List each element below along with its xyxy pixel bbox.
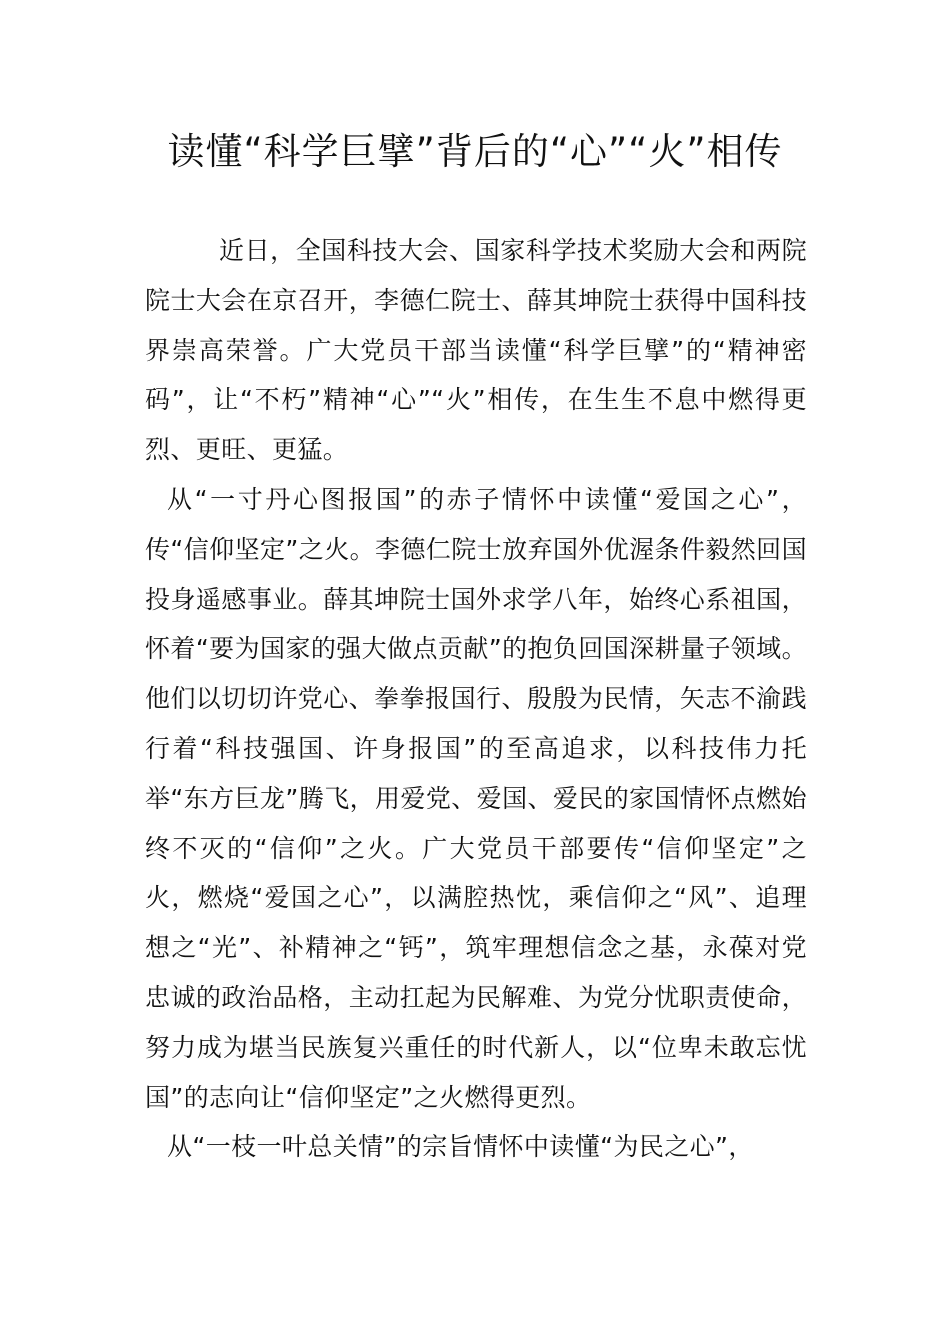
document-title: 读懂“科学巨擘”背后的“心”“火”相传 — [167, 130, 783, 173]
paragraph-patriotism: 从“一寸丹心图报国”的赤子情怀中读懂“爱国之心”，传“信仰坚定”之火。李德仁院士放弃国外优渥条件毅然回国投身遥感事业。薛其坤院士国外求学八年，始终心系祖国，怀着“要为国家的强大做点贡献”的抱负回国深耕量子领域。他们以切切许党心、拳拳报国行、殷殷为民情，矢志不渝践行着“科技强国、许身报国”的至高追求，以科技伟力托举“东方巨龙”腾飞，用爱党、爱国、爱民的家国情怀点燃始终不灭的“信仰”之火。广大党员干部要传“信仰坚定”之火，燃烧“爱国之心”，以满腔热忱，乘信仰之“风”、追理想之“光”、补精神之“钙”，筑牢理想信念之基，永葆对党忠诚的政治品格，主动扛起为民解难、为党分忧职责使命，努力成为堪当民族复兴重任的时代新人，以“位卑未敢忘忧国”的志向让“信仰坚定”之火燃得更烈。 — [145, 484, 807, 1112]
document-body — [145, 226, 807, 1172]
paragraph-people: 从“一枝一叶总关情”的宗旨情怀中读懂“为民之心”， — [167, 1132, 754, 1162]
paragraph-intro: 近日，全国科技大会、国家科学技术奖励大会和两院院士大会在京召开，李德仁院士、薛其坤院士获得中国科技界崇高荣誉。广大党员干部当读懂“科学巨擘”的“精神密码”，让“不朽”精神“心”“火”相传，在生生不息中燃得更烈、更旺、更猛。 — [145, 236, 807, 465]
